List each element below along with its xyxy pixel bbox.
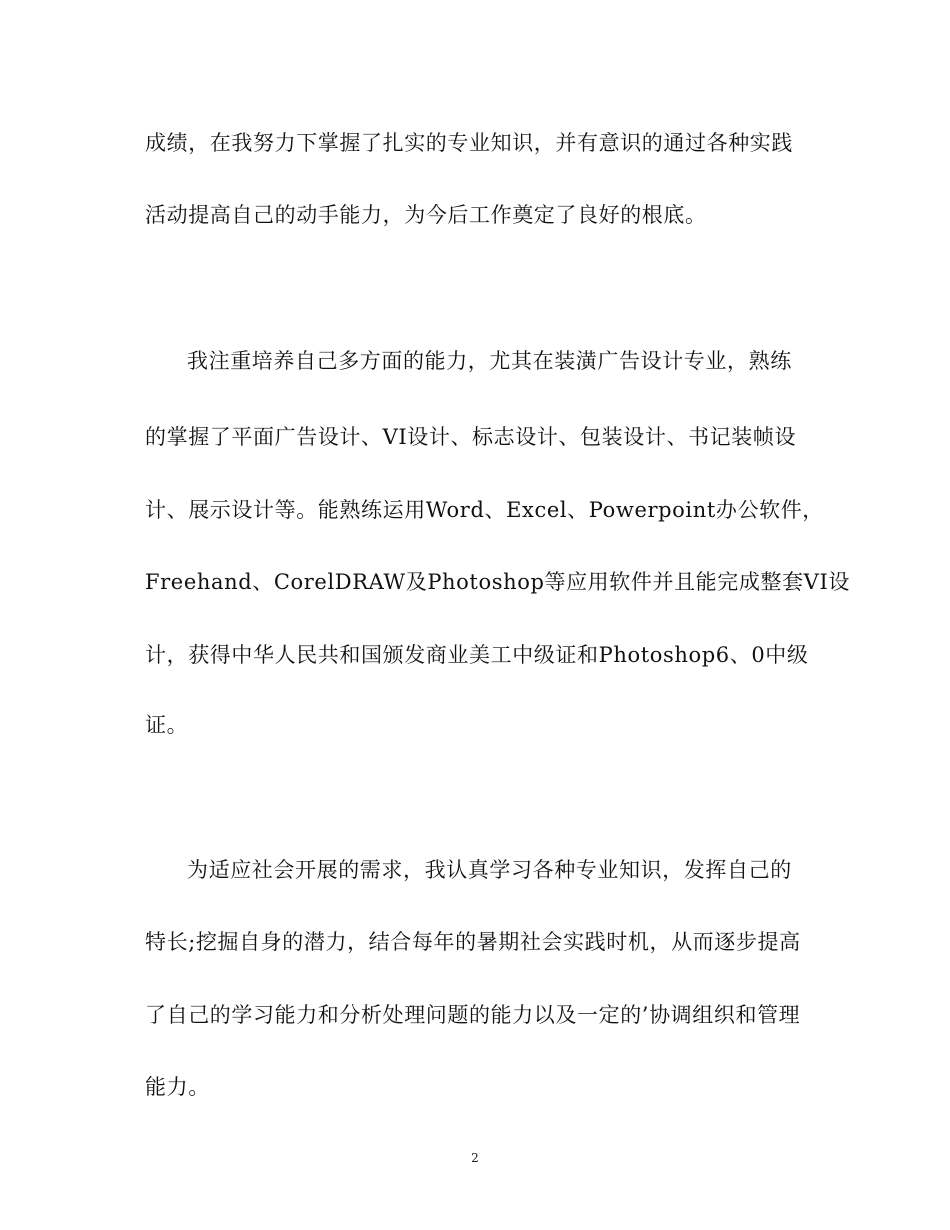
paragraph-line: 成绩，在我努力下掌握了扎实的专业知识，并有意识的通过各种实践	[145, 131, 793, 155]
paragraph-line: 计、展示设计等。能熟练运用Word、Excel、Powerpoint办公软件，	[145, 498, 824, 522]
paragraph-line: 的掌握了平面广告设计、VI设计、标志设计、包装设计、书记装帧设	[145, 425, 797, 449]
paragraph-line: Freehand、CorelDRAW及Photoshop等应用软件并且能完成整套VI设	[145, 570, 850, 594]
paragraph-line: 能力。	[145, 1075, 210, 1099]
paragraph-line: 了自己的学习能力和分析处理问题的能力以及一定的’协调组织和管理	[145, 1003, 801, 1027]
paragraph-line: 证。	[145, 713, 189, 737]
paragraph-line: 特长;挖掘自身的潜力，结合每年的暑期社会实践时机，从而逐步提高	[145, 930, 801, 954]
page-number: 2	[471, 1151, 479, 1165]
paragraph-line: 为适应社会开展的需求，我认真学习各种专业知识，发挥自己的	[187, 858, 792, 882]
paragraph-line: 计，获得中华人民共和国颁发商业美工中级证和Photoshop6、0中级	[145, 643, 809, 667]
paragraph-line: 我注重培养自己多方面的能力，尤其在装潢广告设计专业，熟练	[187, 349, 792, 373]
paragraph-line: 活动提高自己的动手能力，为今后工作奠定了良好的根底。	[145, 203, 707, 227]
